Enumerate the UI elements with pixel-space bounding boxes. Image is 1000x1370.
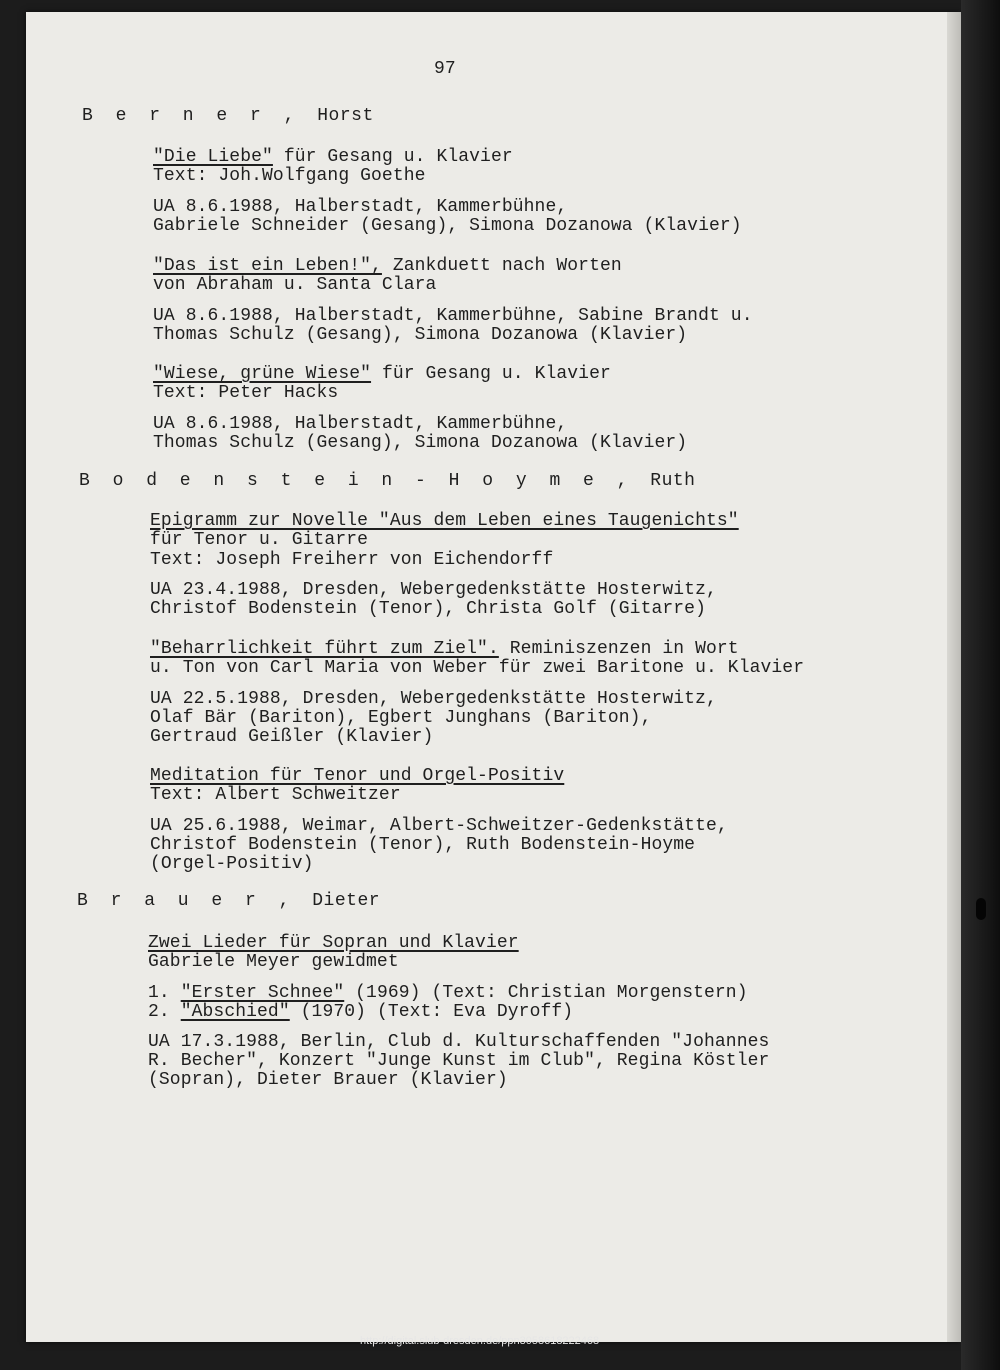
work-title: "Das ist ein Leben!", (153, 256, 382, 276)
performance-line: Gertraud Geißler (Klavier) (150, 727, 434, 747)
composer-heading: B o d e n s t e i n - H o y m e , Ruth (79, 471, 696, 491)
song-line: 1. "Erster Schnee" (1969) (Text: Christian Morgenstern) (148, 983, 748, 1003)
song-title: "Abschied" (180, 1002, 290, 1022)
work-title-line: "Beharrlichkeit führt zum Ziel". Reminiszenzen in Wort (150, 639, 739, 659)
binder-hole (976, 898, 986, 920)
source-url-stamp: http://digital.slub-dresden.de/ppn3058618222468 (360, 1335, 600, 1347)
work-title: "Beharrlichkeit führt zum Ziel". (150, 639, 499, 659)
work-title: Zwei Lieder für Sopran und Klavier (148, 933, 519, 953)
work-text-line: von Abraham u. Santa Clara (153, 275, 437, 295)
document-page (26, 12, 961, 1342)
performance-line: UA 8.6.1988, Halberstadt, Kammerbühne, Sabine Brandt u. (153, 306, 753, 326)
performance-line: UA 22.5.1988, Dresden, Webergedenkstätte Hosterwitz, (150, 689, 717, 709)
work-title-line (148, 934, 519, 952)
work-title: Meditation für Tenor und Orgel-Positiv (150, 766, 565, 786)
work-text-line: Text: Joh.Wolfgang Goethe (153, 166, 426, 186)
work-text-line: Text: Albert Schweitzer (150, 785, 401, 805)
song-line: 2. "Abschied" (1970) (Text: Eva Dyroff) (148, 1002, 574, 1022)
work-title-line (150, 512, 739, 530)
composer-heading: B r a u e r , Dieter (77, 891, 381, 911)
page-number: 97 (434, 59, 456, 79)
work-text-line: Gabriele Meyer gewidmet (148, 952, 399, 972)
work-title-line: "Wiese, grüne Wiese" für Gesang u. Klavier (153, 364, 611, 384)
work-text-line: Text: Peter Hacks (153, 383, 339, 403)
performance-line: Christof Bodenstein (Tenor), Christa Golf (Gitarre) (150, 599, 706, 619)
song-title: "Erster Schnee" (180, 983, 345, 1003)
performance-line: Thomas Schulz (Gesang), Simona Dozanowa (Klavier) (153, 433, 688, 453)
performance-line: Olaf Bär (Bariton), Egbert Junghans (Bariton), (150, 708, 652, 728)
work-text-line: Text: Joseph Freiherr von Eichendorff (150, 550, 554, 570)
performance-line: UA 25.6.1988, Weimar, Albert-Schweitzer-Gedenkstätte, (150, 816, 728, 836)
performance-line: (Orgel-Positiv) (150, 854, 314, 874)
performance-line: Christof Bodenstein (Tenor), Ruth Bodenstein-Hoyme (150, 835, 696, 855)
page-edge (947, 12, 961, 1342)
work-text-line: für Tenor u. Gitarre (150, 530, 369, 550)
performance-line: UA 17.3.1988, Berlin, Club d. Kulturschaffenden "Johannes (148, 1032, 770, 1052)
composer-heading: B e r n e r , Horst (82, 106, 374, 126)
performance-line: (Sopran), Dieter Brauer (Klavier) (148, 1070, 508, 1090)
work-title-line: "Das ist ein Leben!", Zankduett nach Worten (153, 256, 622, 276)
performance-line: UA 8.6.1988, Halberstadt, Kammerbühne, (153, 414, 568, 434)
performance-line: UA 23.4.1988, Dresden, Webergedenkstätte Hosterwitz, (150, 580, 717, 600)
work-title: "Die Liebe" (153, 147, 273, 167)
performance-line: UA 8.6.1988, Halberstadt, Kammerbühne, (153, 197, 568, 217)
work-title-line: "Die Liebe" für Gesang u. Klavier (153, 147, 513, 167)
binder-edge (961, 0, 1000, 1370)
work-title: "Wiese, grüne Wiese" (153, 364, 372, 384)
performance-line: Gabriele Schneider (Gesang), Simona Dozanowa (Klavier) (153, 216, 742, 236)
performance-line: R. Becher", Konzert "Junge Kunst im Club", Regina Köstler (148, 1051, 770, 1071)
performance-line: Thomas Schulz (Gesang), Simona Dozanowa (Klavier) (153, 325, 688, 345)
work-title: Epigramm zur Novelle "Aus dem Leben eines Taugenichts" (150, 511, 739, 531)
work-title-line (150, 767, 564, 785)
work-text-line: u. Ton von Carl Maria von Weber für zwei Baritone u. Klavier (150, 658, 805, 678)
